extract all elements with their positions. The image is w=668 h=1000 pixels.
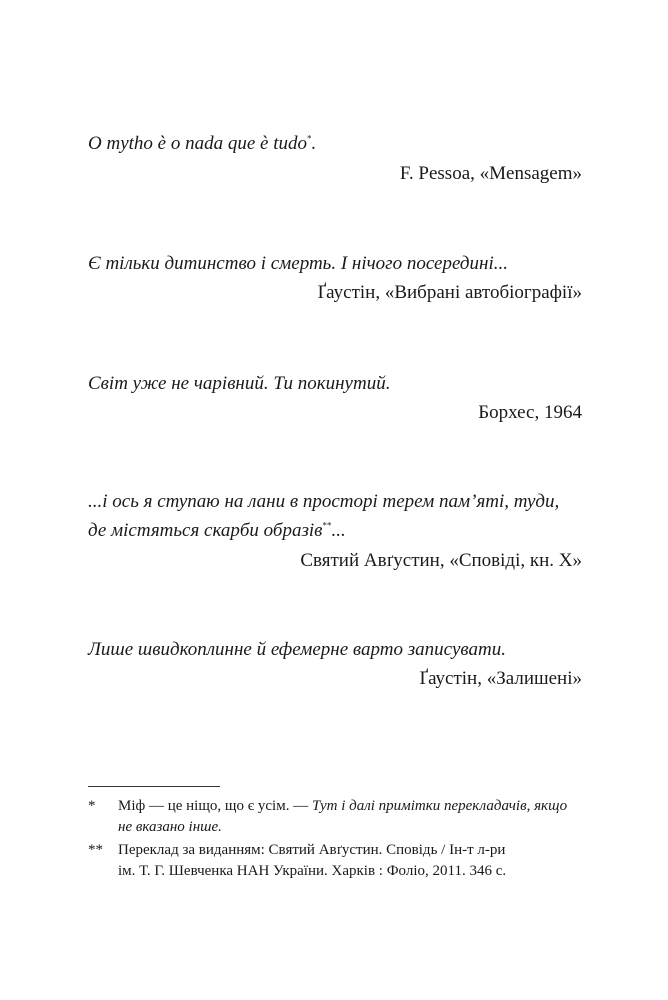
- footnote-divider: [88, 786, 220, 787]
- epigraph-5-quote: Лише швидкоплинне й ефемерне варто записувати.: [88, 639, 506, 660]
- epigraph-4-quote-line2: де містяться скарби образів**...: [88, 520, 346, 541]
- epigraph-2-source: Ґаустін, «Вибрані автобіографії»: [317, 282, 582, 303]
- footnote-1: * Міф — це ніщо, що є усім. — Тут і далі примітки перекладачів, якщо: [88, 798, 568, 814]
- epigraph-3-quote: Світ уже не чарівний. Ти покинутий.: [88, 373, 391, 394]
- epigraph-2-quote: Є тільки дитинство і смерть. І нічого посередині...: [88, 253, 508, 274]
- epigraph-4-quote-line1: ...і ось я ступаю на лани в просторі терем пам’яті, туди,: [88, 491, 560, 512]
- footnote-2-line2: ім. Т. Г. Шевченка НАН України. Харків : Фоліо, 2011. 346 с.: [118, 863, 507, 879]
- epigraph-1-source: F. Pessoa, «Mensagem»: [399, 163, 582, 184]
- epigraph-5-source: Ґаустін, «Залишені»: [419, 668, 582, 689]
- footnote-ref-1[interactable]: *: [306, 133, 312, 144]
- epigraph-1-quote: O mytho è o nada que è tudo*.: [88, 133, 317, 154]
- footnote-1-line2: не вказано інше.: [118, 819, 222, 835]
- footnote-2: ** Переклад за виданням: Святий Авґустин. Сповідь / Ін-т л-ри: [88, 842, 506, 858]
- footnote-ref-2[interactable]: **: [322, 520, 332, 531]
- epigraph-4-source: Святий Авґустин, «Сповіді, кн. Х»: [300, 550, 582, 571]
- epigraph-3-source: Борхес, 1964: [478, 402, 582, 423]
